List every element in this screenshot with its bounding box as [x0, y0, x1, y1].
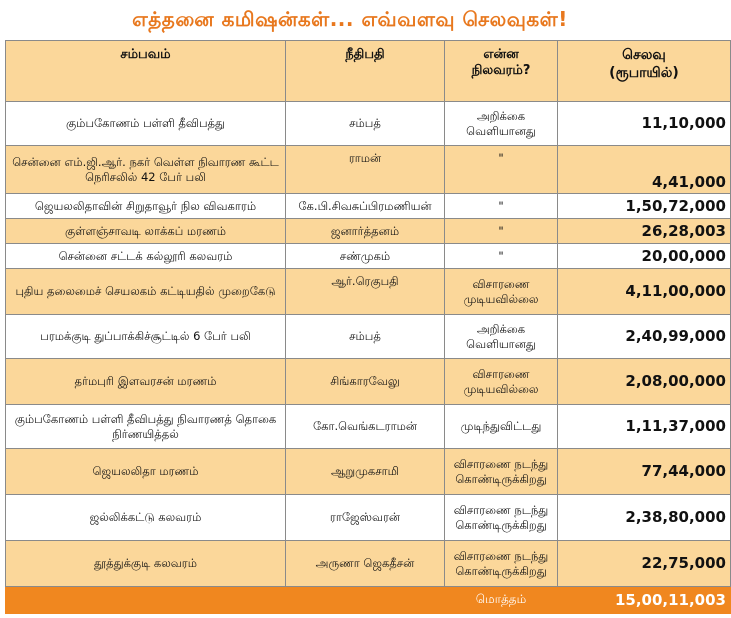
row-status-line1: விசாரணை நடந்து	[453, 456, 549, 471]
row-event: பரமக்குடி துப்பாக்கிச்சூட்டில் 6 பேர் பலி	[6, 315, 286, 359]
row-status	[445, 359, 558, 405]
header-status-line1: என்ன	[483, 47, 519, 62]
row-event: சென்னை எம்.ஜி.ஆர். நகர் வெள்ள நிவாரண கூட்ட நெரிசலில் 42 பேர் பலி	[6, 146, 286, 194]
row-status-line1: விசாரணை நடந்து	[453, 502, 549, 517]
row-status-line2: முடியவில்லை	[463, 381, 539, 396]
table-row	[6, 315, 731, 359]
row-cost: 20,00,000	[558, 244, 731, 269]
row-judge: ராமன்	[286, 146, 445, 194]
row-status-line1: "	[498, 223, 504, 238]
row-cost: 1,50,72,000	[558, 194, 731, 219]
row-status-line2: கொண்டிருக்கிறது	[455, 563, 547, 578]
row-judge: கே.பி.சிவசுப்பிரமணியன்	[286, 194, 445, 219]
row-cost: 26,28,003	[558, 219, 731, 244]
row-judge: சம்பத்	[286, 315, 445, 359]
row-cost: 4,41,000	[558, 146, 731, 194]
row-status-line1: அறிக்கை	[476, 321, 526, 336]
row-cost: 2,38,80,000	[558, 495, 731, 541]
table-row	[6, 102, 731, 146]
row-event: புதிய தலைமைச் செயலகம் கட்டியதில் முறைகேடு	[6, 269, 286, 315]
row-status-line1: "	[498, 151, 504, 165]
row-status-line1: விசாரணை நடந்து	[453, 548, 549, 563]
row-status-line2: வெளியானது	[466, 336, 536, 351]
page-title: எத்தனை கமிஷன்கள்... எவ்வளவு செலவுகள்!	[132, 7, 568, 31]
row-judge: சிங்காரவேலு	[286, 359, 445, 405]
row-status	[445, 449, 558, 495]
table-row	[6, 495, 731, 541]
row-status-line2: கொண்டிருக்கிறது	[455, 517, 547, 532]
total-label: மொத்தம்	[445, 587, 558, 614]
row-event: தூத்துக்குடி கலவரம்	[6, 541, 286, 587]
row-status-line1: விசாரணை	[472, 276, 530, 291]
row-status	[445, 405, 558, 449]
table-row	[6, 541, 731, 587]
row-status	[445, 194, 558, 219]
row-cost: 22,75,000	[558, 541, 731, 587]
header-judge: நீதிபதி	[286, 41, 445, 102]
row-event: ஜல்லிக்கட்டு கலவரம்	[6, 495, 286, 541]
table-row	[6, 269, 731, 315]
row-cost: 1,11,37,000	[558, 405, 731, 449]
row-status-line2: வெளியானது	[466, 123, 536, 138]
row-cost: 4,11,00,000	[558, 269, 731, 315]
table-row	[6, 359, 731, 405]
row-status	[445, 315, 558, 359]
row-event: ஜெயலலிதா மரணம்	[6, 449, 286, 495]
row-status-line2: முடியவில்லை	[463, 291, 539, 306]
table-body	[6, 102, 731, 614]
table-row	[6, 194, 731, 219]
header-cost-line1: செலவு	[622, 47, 666, 63]
row-judge: சம்பத்	[286, 102, 445, 146]
total-blank-judge	[286, 587, 445, 614]
row-event: கும்பகோணம் பள்ளி தீவிபத்து நிவாரணத் தொகை நிர்ணயித்தல்	[6, 405, 286, 449]
header-cost	[558, 41, 731, 102]
row-judge: கோ.வெங்கடராமன்	[286, 405, 445, 449]
row-status	[445, 102, 558, 146]
row-event: ஜெயலலிதாவின் சிறுதாவூர் நில விவகாரம்	[6, 194, 286, 219]
row-status-line2: கொண்டிருக்கிறது	[455, 471, 547, 486]
row-status	[445, 146, 558, 194]
row-judge: ராஜேஸ்வரன்	[286, 495, 445, 541]
table-row	[6, 219, 731, 244]
header-status-line2: நிலவரம்?	[471, 63, 531, 78]
row-cost: 2,08,00,000	[558, 359, 731, 405]
commission-table	[5, 40, 731, 614]
header-cost-line2: (ரூபாயில்)	[609, 65, 679, 81]
row-status	[445, 269, 558, 315]
row-event: சென்னை சட்டக் கல்லூரி கலவரம்	[6, 244, 286, 269]
total-cost: 15,00,11,003	[558, 587, 731, 614]
table-header-row	[6, 41, 731, 102]
row-event: குள்ளஞ்சாவடி லாக்கப் மரணம்	[6, 219, 286, 244]
row-status	[445, 495, 558, 541]
row-status	[445, 541, 558, 587]
row-cost: 11,10,000	[558, 102, 731, 146]
row-cost: 77,44,000	[558, 449, 731, 495]
row-status-line1: விசாரணை	[472, 366, 530, 381]
header-status	[445, 41, 558, 102]
row-judge: அருணா ஜெகதீசன்	[286, 541, 445, 587]
row-cost: 2,40,99,000	[558, 315, 731, 359]
table-row	[6, 449, 731, 495]
total-row	[6, 587, 731, 614]
row-status	[445, 244, 558, 269]
row-status-line1: "	[498, 248, 504, 263]
total-blank-event	[6, 587, 286, 614]
row-judge: ஜனார்த்தனம்	[286, 219, 445, 244]
row-status-line1: அறிக்கை	[476, 108, 526, 123]
table-row	[6, 405, 731, 449]
row-judge: ஆறுமுகசாமி	[286, 449, 445, 495]
row-status-line1: முடிந்துவிட்டது	[460, 419, 542, 433]
row-event: தர்மபுரி இளவரசன் மரணம்	[6, 359, 286, 405]
header-event: சம்பவம்	[6, 41, 286, 102]
row-status-line1: "	[498, 198, 504, 213]
row-judge: ஆர்.ரெகுபதி	[286, 269, 445, 315]
row-status	[445, 219, 558, 244]
table-row	[6, 244, 731, 269]
row-judge: சண்முகம்	[286, 244, 445, 269]
table-row	[6, 146, 731, 194]
row-event: கும்பகோணம் பள்ளி தீவிபத்து	[6, 102, 286, 146]
